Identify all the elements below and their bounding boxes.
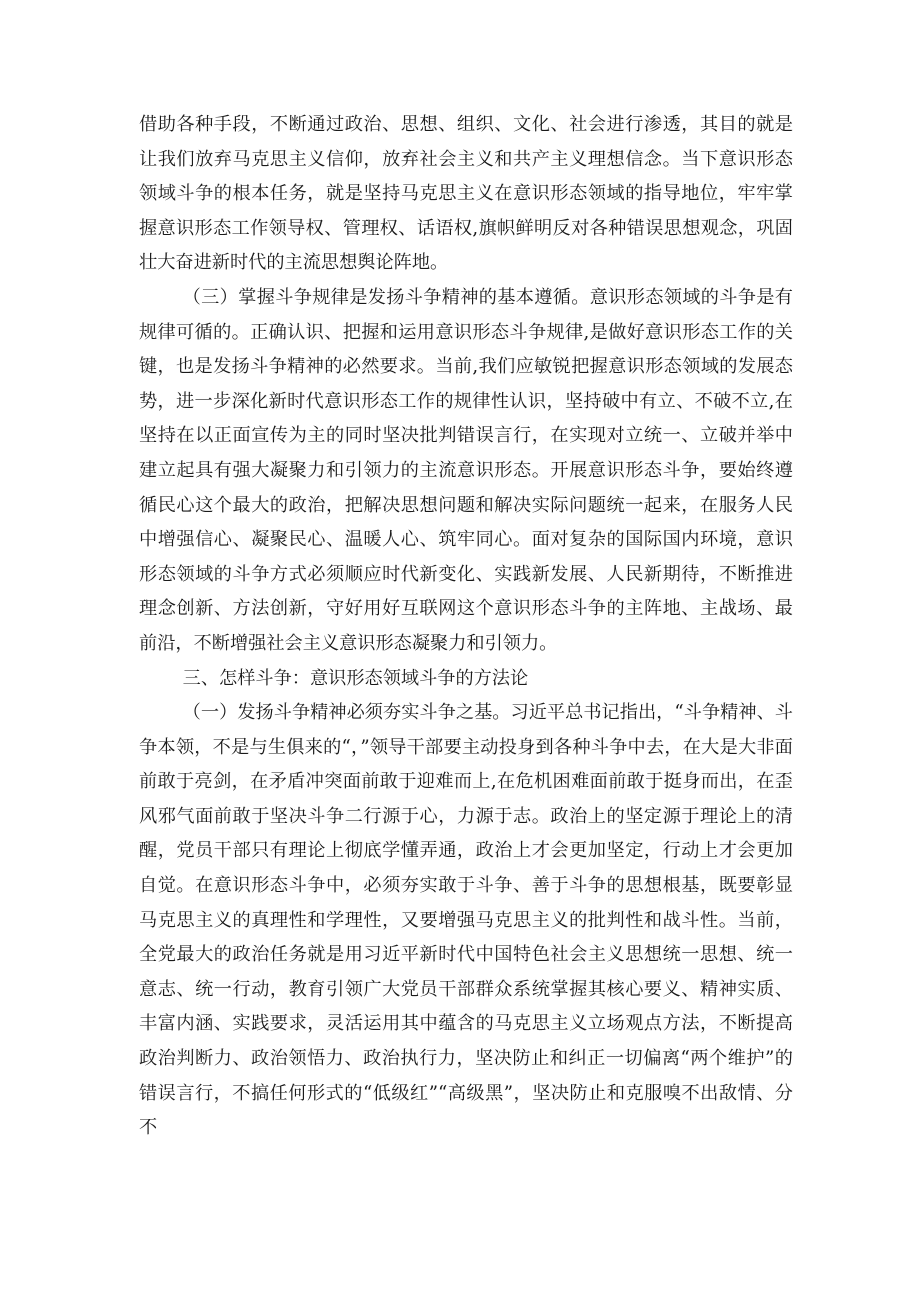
paragraph-2: （三）掌握斗争规律是发扬斗争精神的基本遵循。意识形态领域的斗争是有规律可循的。正确认识、把握和运用意识形态斗争规律,是做好意识形态工作的关键，也是发扬斗争精神的必然要求。当前,我们应敏锐把握意识形态领域的发展态势，进一步深化新时代意识形态工作的规律性认识，坚持破中有立、不破不立,在坚持在以正面宣传为主的同时坚决批判错误言行，在实现对立统一、立破并举中建立起具有强大凝聚力和引领力的主流意识形态。开展意识形态斗争，要始终遵循民心这个最大的政治，把解决思想问题和解决实际问题统一起来，在服务人民中增强信心、凝聚民心、温暖人心、筑牢同心。面对复杂的国际国内环境，意识形态领域的斗争方式必须顺应时代新变化、实践新发展、人民新期待，不断推进理念创新、方法创新，守好用好互联网这个意识形态斗争的主阵地、主战场、最前沿，不断增强社会主义意识形态凝聚力和引领力。 (139, 286, 793, 654)
paragraph-4: （一）发扬斗争精神必须夯实斗争之基。习近平总书记指出，“斗争精神、斗争本领，不是与生俱来的“，”领导干部要主动投身到各种斗争中去，在大是大非面前敢于亮剑，在矛盾冲突面前敢于迎难而上,在危机困难面前敢于挺身而出，在歪风邪气面前敢于坚决斗争二行源于心，力源于志。政治上的坚定源于理论上的清醒，党员干部只有理论上彻底学懂弄通，政治上才会更加坚定，行动上才会更加自觉。在意识形态斗争中，必须夯实敢于斗争、善于斗争的思想根基，既要彰显马克思主义的真理性和学理性，又要增强马克思主义的批判性和战斗性。当前，全党最大的政治任务就是用习近平新时代中国特色社会主义思想统一思想、统一意志、统一行动，教育引领广大党员干部群众系统掌握其核心要义、精神实质、丰富内涵、实践要求，灵活运用其中蕴含的马克思主义立场观点方法，不断提高政治判断力、政治领悟力、政治执行力，坚决防止和纠正一切偏离“两个维护”的错误言行，不搞任何形式的“低级红”“高级黑”，坚决防止和克服嗅不出敌情、分不 (139, 702, 793, 1139)
paragraph-1: 借助各种手段，不断通过政治、思想、组织、文化、社会进行渗透，其目的就是让我们放弃马克思主义信仰，放弃社会主义和共产主义理想信念。当下意识形态领域斗争的根本任务，就是坚持马克思主义在意识形态领域的指导地位，牢牢掌握意识形态工作领导权、管理权、话语权,旗帜鲜明反对各种错误思想观念，巩固壮大奋进新时代的主流思想舆论阵地。 (139, 114, 793, 274)
section-heading: 三、怎样斗争：意识形态领域斗争的方法论 (182, 667, 529, 689)
document-body (139, 108, 793, 1146)
